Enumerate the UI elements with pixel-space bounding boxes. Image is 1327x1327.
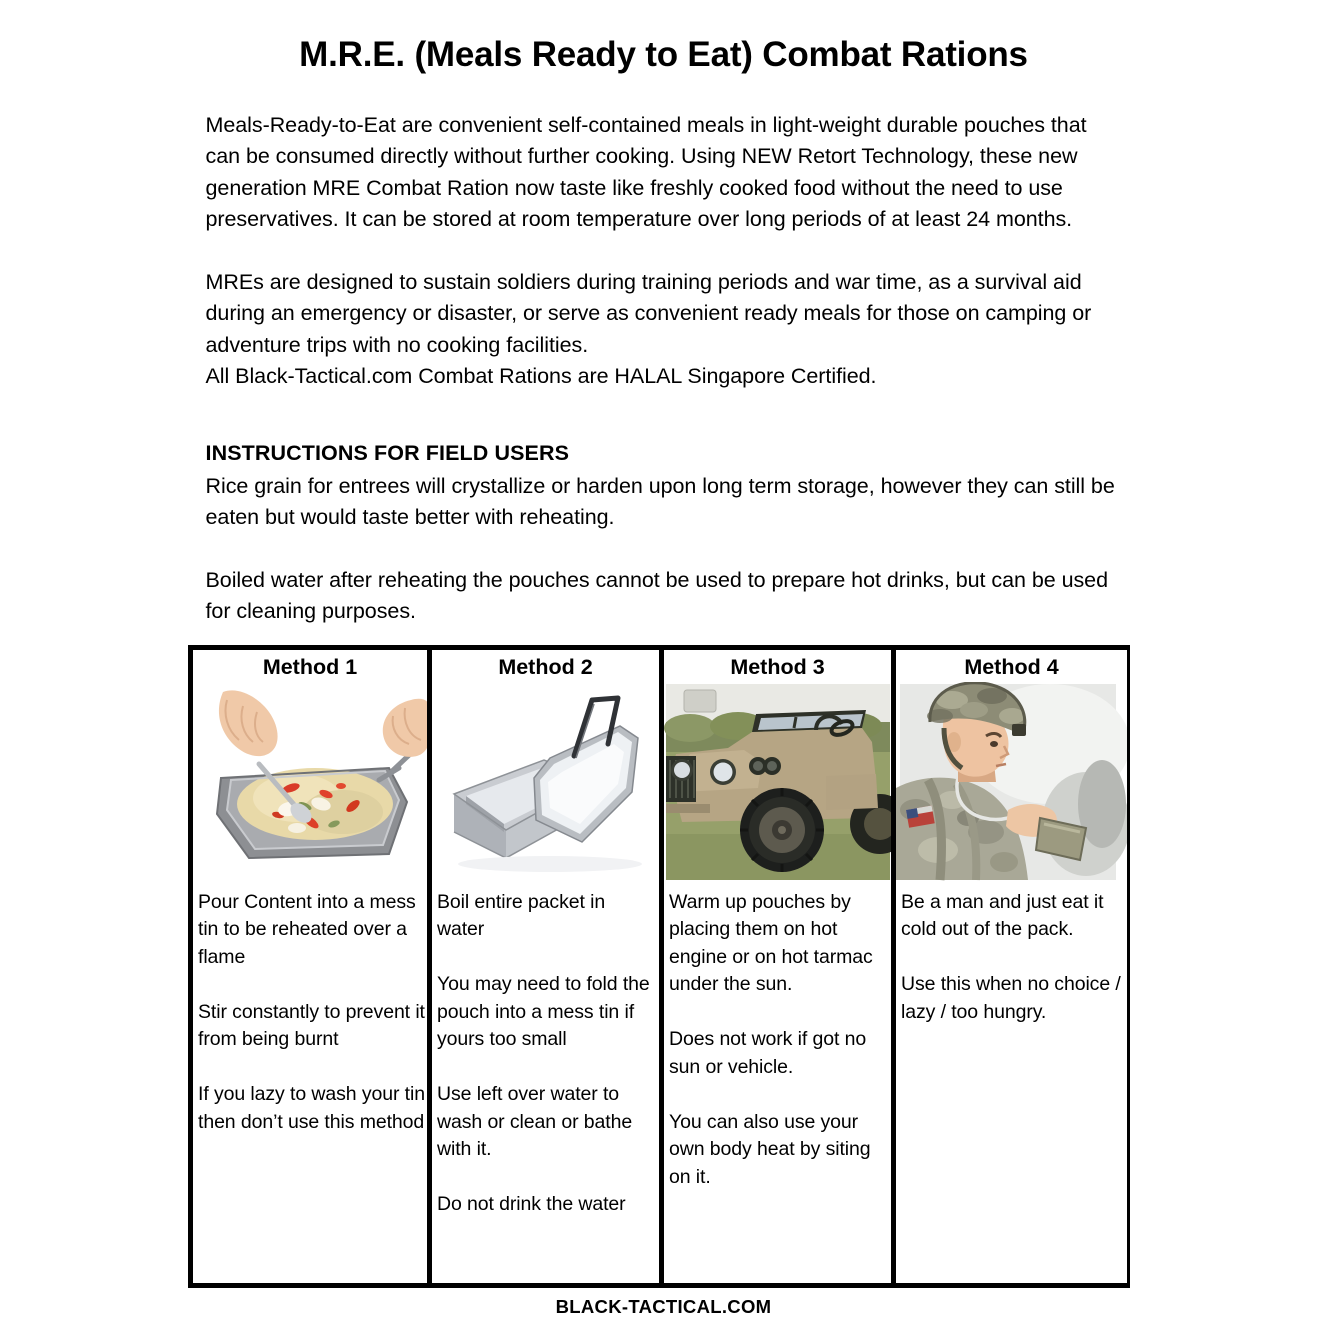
method-3-text (664, 882, 891, 1192)
method-2-header: Method 2 (498, 655, 593, 679)
method-1-paragraph-1: Pour Content into a mess tin to be reheated over a flame (198, 890, 416, 968)
halal-certification-line: All Black-Tactical.com Combat Rations are HALAL Singapore Certified. (205, 364, 877, 388)
method-column-2 (432, 650, 664, 1283)
military-jeep-photo (664, 682, 891, 882)
footer-brand: BLACK-TACTICAL.COM (555, 1296, 772, 1317)
method-3-paragraph-3: You can also use your own body heat by siting on it. (669, 1110, 871, 1188)
method-1-text (193, 882, 427, 1137)
method-2-text (432, 882, 659, 1219)
method-3-paragraph-1: Warm up pouches by placing them on hot engine or on hot tarmac under the sun. (669, 890, 873, 996)
mess-tin-food-stirring-photo (193, 682, 427, 882)
method-2-paragraph-1: Boil entire packet in water (437, 890, 606, 941)
method-3-header: Method 3 (730, 655, 825, 679)
document-body (194, 110, 1134, 628)
method-2-paragraph-2: You may need to fold the pouch into a mess tin if yours too small (437, 973, 650, 1051)
method-column-3 (664, 650, 896, 1283)
method-4-header: Method 4 (964, 655, 1059, 679)
method-1-header: Method 1 (262, 655, 358, 679)
method-column-1 (193, 650, 432, 1283)
method-4-paragraph-2: Use this when no choice / lazy / too hungry. (901, 973, 1121, 1023)
method-1-paragraph-3: If you lazy to wash your tin then don’t use this method (198, 1083, 425, 1133)
method-column-4 (896, 650, 1127, 1283)
method-4-paragraph-1: Be a man and just eat it cold out of the pack. (901, 890, 1104, 941)
methods-table (188, 645, 1130, 1288)
purpose-paragraph: MREs are designed to sustain soldiers during training periods and war time, as a survival aid during an emergency or disaster, or serve as convenient ready meals for those on camping or adventure trips with no cooking facilities. (205, 269, 1092, 357)
method-1-paragraph-2: Stir constantly to prevent it from being burnt (198, 1000, 425, 1051)
instructions-heading: INSTRUCTIONS FOR FIELD USERS (205, 440, 570, 465)
aluminium-mess-tin-photo (432, 682, 659, 882)
method-2-paragraph-3: Use left over water to wash or clean or bathe with it. (437, 1083, 633, 1161)
instructions-paragraph-2: Boiled water after reheating the pouches cannot be used to prepare hot drinks, but can be used for cleaning purposes. (205, 567, 1108, 623)
soldier-eating-mre-photo (896, 682, 1127, 882)
page-title: M.R.E. (Meals Ready to Eat) Combat Rations (299, 35, 1028, 74)
method-2-paragraph-4: Do not drink the water (437, 1193, 626, 1216)
method-4-text (896, 882, 1127, 1027)
method-3-paragraph-2: Does not work if got no sun or vehicle. (669, 1028, 867, 1078)
intro-paragraph: Meals-Ready-to-Eat are convenient self-contained meals in light-weight durable pouches that can be consumed directly without further cooking. Using NEW Retort Technology, these new generation MRE Combat Ration now taste like freshly cooked food without the need to use preservatives. It can be stored at room temperature over long periods of at least 24 months. (205, 112, 1087, 231)
instructions-paragraph-1: Rice grain for entrees will crystallize or harden upon long term storage, however they can still be eaten but would taste better with reheating. (205, 473, 1115, 529)
